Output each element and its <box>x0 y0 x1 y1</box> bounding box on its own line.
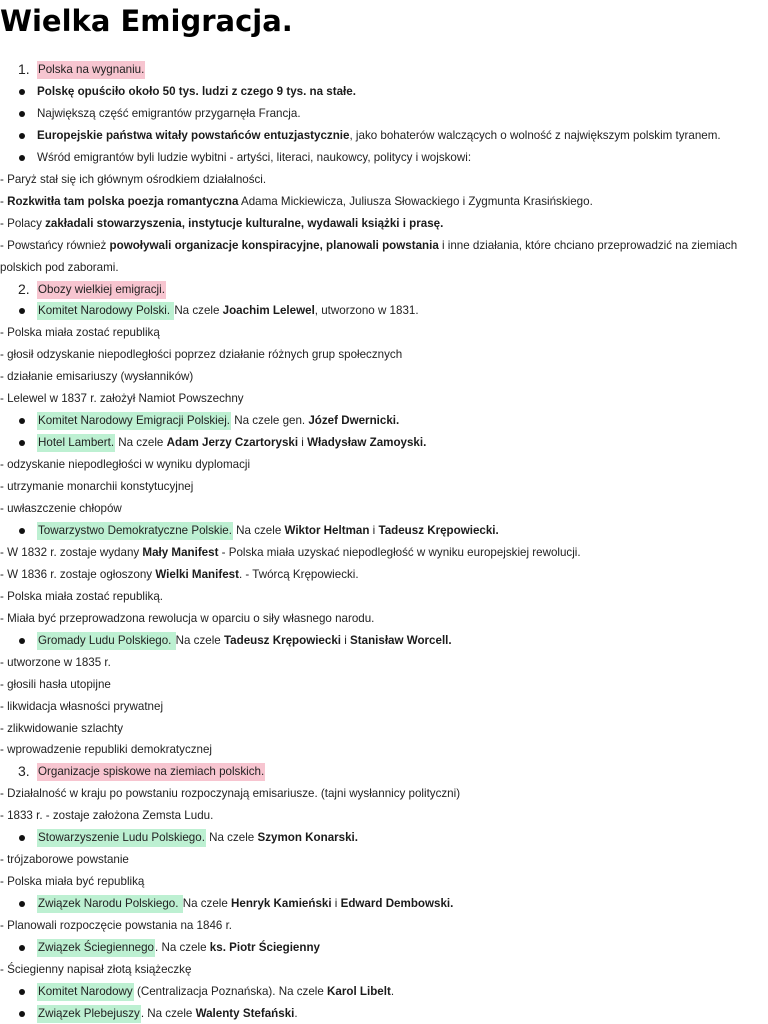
bold-text: powoływali organizacje konspiracyjne, planowali powstania <box>109 238 439 252</box>
bold-text: Karol Libelt <box>327 984 391 998</box>
text-line <box>0 325 160 341</box>
text-span: Na czele <box>175 633 224 647</box>
list-item <box>37 282 166 298</box>
text-span: - działanie emisariuszy (wysłanników) <box>0 370 194 384</box>
text-span: (Centralizacja Poznańska). Na czele <box>133 984 328 998</box>
bold-text: Henryk Kamieński <box>231 897 332 911</box>
organization-name: Związek Plebejuszy <box>37 1005 141 1023</box>
bullet-icon <box>19 308 25 314</box>
text-span: - zlikwidowanie szlachty <box>0 721 124 735</box>
text-span: - odzyskanie niepodległości w wyniku dyplomacji <box>0 458 251 472</box>
bullet-icon <box>19 835 25 841</box>
bullet-icon <box>19 133 25 139</box>
bold-text: Mały Manifest <box>142 545 219 559</box>
text-span: - Polska miała uzyskać niepodległość w wyniku europejskiej rewolucji. <box>218 545 581 559</box>
text-span: - Polska miała zostać republiką. <box>0 589 164 603</box>
list-number: 3. <box>18 763 30 780</box>
text-span: . Na czele <box>140 1006 196 1020</box>
list-item <box>37 830 358 846</box>
text-span: Największą część emigrantów przygarnęła Francja. <box>37 106 301 120</box>
bold-text: Szymon Konarski. <box>257 831 358 845</box>
organization-name: Towarzystwo Demokratyczne Polskie. <box>37 522 233 540</box>
text-line <box>0 545 581 561</box>
bullet-icon <box>19 89 25 95</box>
text-span: - <box>0 194 8 208</box>
bold-text: Edward Dembowski. <box>340 897 454 911</box>
text-span: polskich pod zaborami. <box>0 260 119 274</box>
list-item <box>37 764 265 780</box>
text-span: - wprowadzenie republiki demokratycznej <box>0 743 213 757</box>
bold-text: Stanisław Worcell. <box>350 633 452 647</box>
organization-name: Gromady Ludu Polskiego. <box>37 632 176 650</box>
bold-text: Tadeusz Krępowiecki <box>223 633 341 647</box>
list-item <box>37 896 453 912</box>
text-span: - głosił odzyskanie niepodległości poprzez działanie różnych grup społecznych <box>0 348 403 362</box>
bold-text: Polskę opuściło około 50 tys. ludzi z czego 9 tys. na stałe. <box>37 84 356 98</box>
text-span: Na czele <box>182 897 232 911</box>
bullet-icon <box>19 638 25 644</box>
section-heading: Obozy wielkiej emigracji. <box>37 281 166 299</box>
text-span: - Lelewel w 1837 r. założył Namiot Powszechny <box>0 392 244 406</box>
text-span: i inne działania, które chciano przeprowadzić na ziemiach <box>438 238 738 252</box>
organization-name: Komitet Narodowy <box>37 983 134 1001</box>
section-heading: Polska na wygnaniu. <box>37 61 145 79</box>
text-span: . <box>294 1006 298 1020</box>
text-span: - trójzaborowe powstanie <box>0 853 129 867</box>
bullet-icon <box>19 989 25 995</box>
text-span: - głosili hasła utopijne <box>0 677 111 691</box>
text-span: Na czele <box>174 304 223 318</box>
bullet-icon <box>19 418 25 424</box>
list-number: 1. <box>18 61 30 77</box>
list-item <box>37 106 301 122</box>
text-span: - 1833 r. - zostaje założona Zemsta Ludu. <box>0 809 214 823</box>
bold-text: zakładali stowarzyszenia, instytucje kulturalne, wydawali książki i prasę. <box>45 216 444 230</box>
bullet-icon <box>19 945 25 951</box>
bold-text: Europejskie państwa witały powstańców entuzjastycznie <box>37 128 350 142</box>
bullet-icon <box>19 528 25 534</box>
text-span: Na czele <box>205 831 258 845</box>
organization-name: Związek Ściegiennego <box>37 939 155 957</box>
text-span: - Miała być przeprowadzona rewolucja w oparciu o siły własnego narodu. <box>0 611 375 625</box>
text-span: - Polska miała zostać republiką <box>0 326 160 340</box>
text-line <box>0 172 266 188</box>
text-span: i <box>341 633 351 647</box>
text-line <box>0 347 402 363</box>
list-item <box>37 413 399 429</box>
text-line <box>0 611 374 627</box>
bullet-icon <box>19 901 25 907</box>
text-span: - W 1832 r. zostaje wydany <box>0 545 143 559</box>
text-span: - Paryż stał się ich głównym ośrodkiem działalności. <box>0 172 267 186</box>
text-span: . - Twórcą Krępowiecki. <box>238 567 359 581</box>
text-span: Na czele gen. <box>231 414 309 428</box>
bold-text: Wiktor Heltman <box>284 523 370 537</box>
list-item <box>37 940 320 956</box>
bold-text: Józef Dwernicki. <box>308 414 400 428</box>
text-span: - Powstańcy również <box>0 238 110 252</box>
text-span: Na czele <box>232 523 285 537</box>
text-line <box>0 962 191 978</box>
text-line <box>0 918 232 934</box>
bullet-icon <box>19 111 25 117</box>
text-span: - Działalność w kraju po powstaniu rozpoczynają emisariusze. (tajni wysłannicy polityczni) <box>0 787 461 801</box>
list-item <box>37 633 452 649</box>
text-line <box>0 786 460 802</box>
text-line <box>0 369 193 385</box>
text-line <box>0 677 111 693</box>
text-line <box>0 699 163 715</box>
text-span: Na czele <box>115 436 167 450</box>
organization-name: Związek Narodu Polskiego. <box>37 895 183 913</box>
list-item <box>37 150 471 166</box>
section-heading: Organizacje spiskowe na ziemiach polskich. <box>37 763 265 781</box>
text-span: - Planowali rozpoczęcie powstania na 1846 r. <box>0 919 233 933</box>
page-title: Wielka Emigracja. <box>0 4 293 38</box>
text-line <box>0 874 144 890</box>
list-item <box>37 84 356 100</box>
bold-text: Tadeusz Krępowiecki. <box>378 523 499 537</box>
text-span: - Polska miała być republiką <box>0 875 145 889</box>
bullet-icon <box>19 440 25 446</box>
list-item <box>37 435 426 451</box>
list-number: 2. <box>18 280 30 297</box>
bold-text: Adam Jerzy Czartoryski <box>166 436 299 450</box>
bold-text: Władysław Zamoyski. <box>307 436 427 450</box>
text-span: i <box>369 523 379 537</box>
text-span: - likwidacja własności prywatnej <box>0 699 164 713</box>
organization-name: Komitet Narodowy Emigracji Polskiej. <box>37 412 231 430</box>
text-line <box>0 391 244 407</box>
text-span: - Ściegienny napisał złotą książeczkę <box>0 962 192 976</box>
text-span: i <box>298 436 308 450</box>
bold-text: Walenty Stefański <box>195 1006 295 1020</box>
list-item <box>37 62 145 78</box>
bold-text: Joachim Lelewel <box>222 304 315 318</box>
text-span: - W 1836 r. zostaje ogłoszony <box>0 567 156 581</box>
bullet-icon <box>19 1011 25 1017</box>
text-line <box>0 457 250 473</box>
organization-name: Komitet Narodowy Polski. <box>37 302 174 320</box>
text-span: Wśród emigrantów byli ludzie wybitni - artyści, literaci, naukowcy, politycy i wojskowi: <box>37 150 472 164</box>
list-item <box>37 1006 298 1022</box>
text-line <box>0 589 163 605</box>
text-span: , utworzono w 1831. <box>314 304 419 318</box>
text-line <box>0 808 213 824</box>
text-span: . <box>390 984 395 998</box>
text-line <box>0 238 737 254</box>
list-item <box>37 984 394 1000</box>
text-line <box>0 567 359 583</box>
text-span: - Polacy <box>0 216 46 230</box>
organization-name: Stowarzyszenie Ludu Polskiego. <box>37 829 206 847</box>
organization-name: Hotel Lambert. <box>37 434 115 452</box>
text-line <box>0 260 119 276</box>
bold-text: ks. Piotr Ściegienny <box>209 941 320 954</box>
bullet-icon <box>19 155 25 161</box>
text-span: - uwłaszczenie chłopów <box>0 502 122 515</box>
list-item <box>37 523 499 539</box>
text-span: , jako bohaterów walczących o wolność z największym polskim tyranem. <box>349 128 721 142</box>
text-span: - utrzymanie monarchii konstytucyjnej <box>0 480 194 494</box>
text-span: Adama Mickiewicza, Juliusza Słowackiego i Zygmunta Krasińskiego. <box>238 194 593 208</box>
text-span: - utworzone w 1835 r. <box>0 655 111 669</box>
text-line <box>0 194 593 210</box>
bold-text: Wielki Manifest <box>155 567 239 581</box>
text-line <box>0 501 122 517</box>
text-span: . Na czele <box>155 941 210 954</box>
list-item <box>37 128 721 144</box>
text-line <box>0 479 193 495</box>
text-line <box>0 742 212 758</box>
text-span: i <box>331 897 341 911</box>
text-line <box>0 216 443 232</box>
text-line <box>0 721 123 737</box>
bold-text: Rozkwitła tam polska poezja romantyczna <box>7 194 239 208</box>
text-line <box>0 852 129 868</box>
list-item <box>37 303 419 319</box>
text-line <box>0 655 111 671</box>
